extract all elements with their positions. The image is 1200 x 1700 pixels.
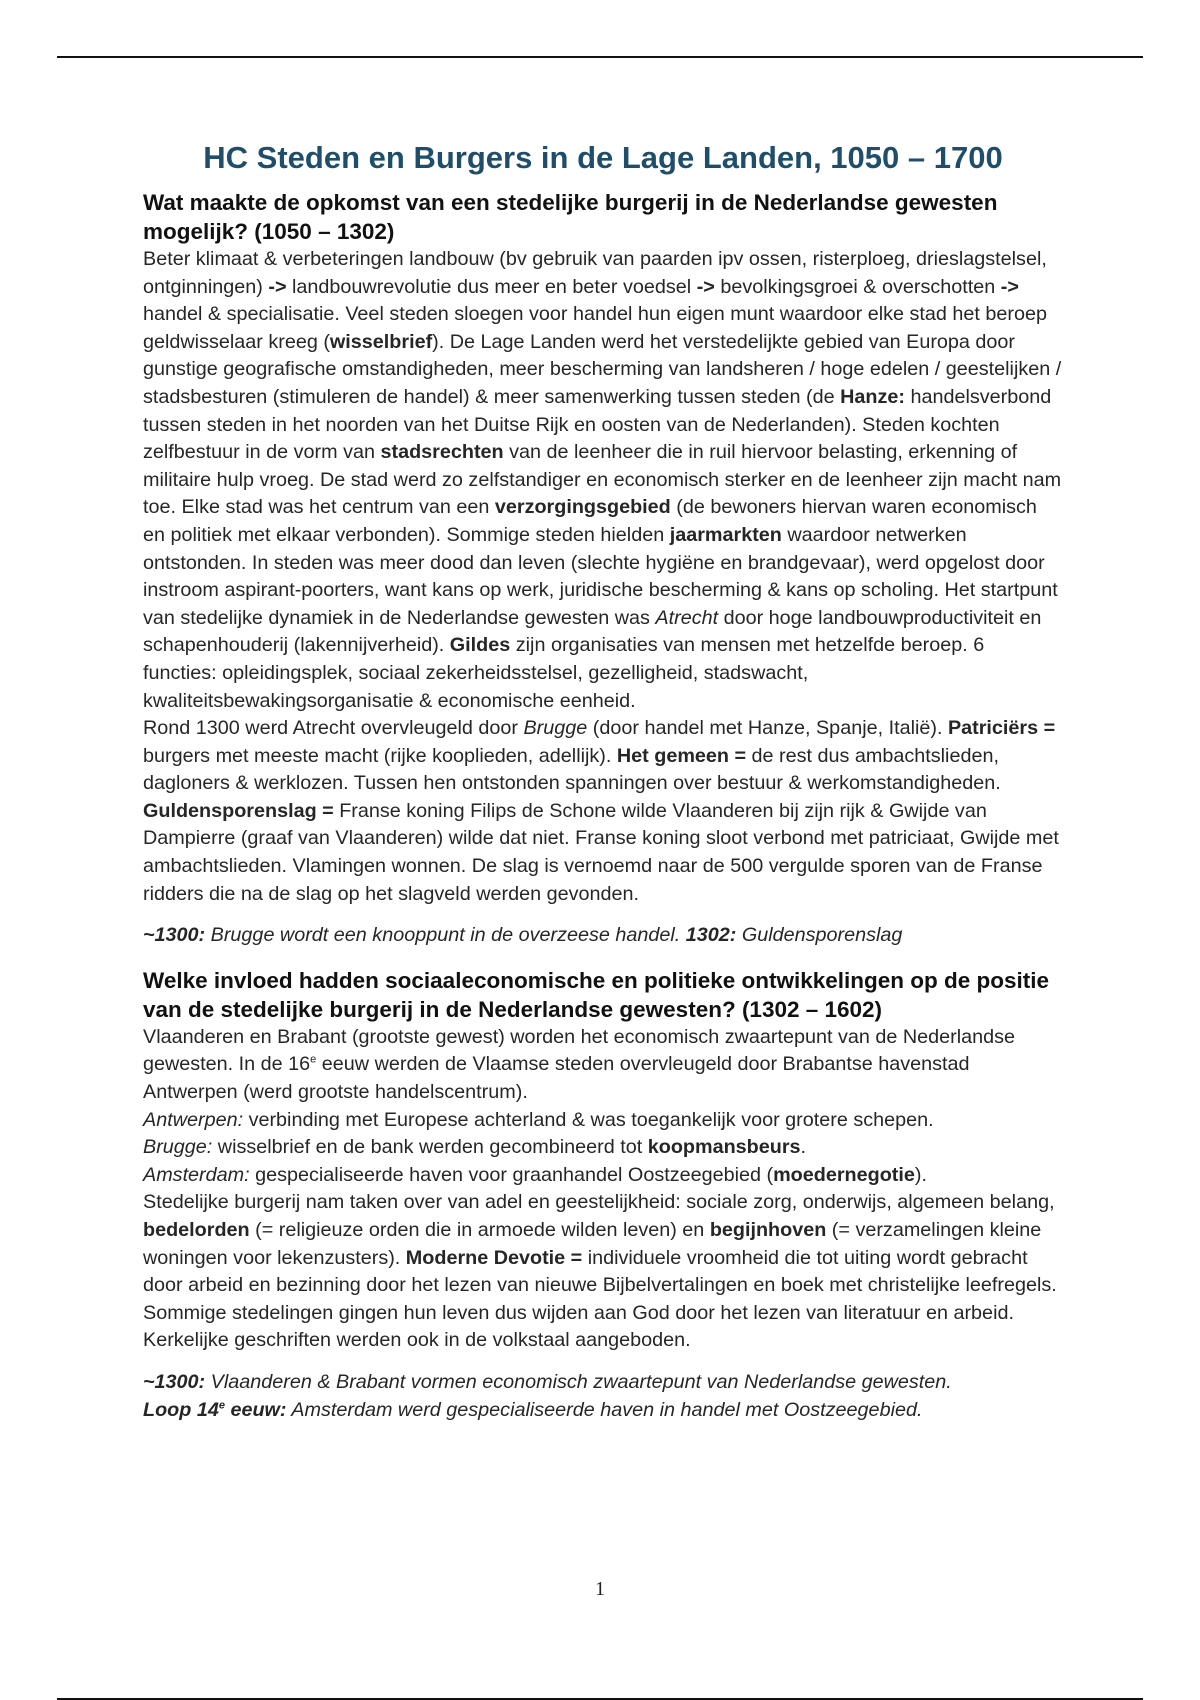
section-2-heading: Welke invloed hadden sociaaleconomische en politieke ontwikkelingen op de positie van de stedelijke burgerij in de Nederlandse gewesten? (1302 – 1602) <box>143 967 1050 1022</box>
page-number: 1 <box>595 1578 605 1600</box>
document-body <box>143 140 1063 1424</box>
section-1-paragraph-2: Rond 1300 werd Atrecht overvleugeld door Brugge (door handel met Hanze, Spanje, Italië). Patriciërs = burgers met meeste macht (rijke kooplieden, adellijk). Het gemeen = de rest dus ambachtslieden, dagloners & werklozen. Tussen hen ontstonden spanningen over bestuur & werkomstandigheden. Guldensporenslag = Franse koning Filips de Schone wilde Vlaanderen bij zijn rijk & Gwijde van Dampierre (graaf van Vlaanderen) wilde dat niet. Franse koning sloot verbond met patriciaat, Gwijde met ambachtslieden. Vlamingen wonnen. De slag is vernoemd naar de 500 vergulde sporen van de Franse ridders die na de slag op het slagveld werden gevonden. <box>143 717 1059 905</box>
section-2-paragraph: Vlaanderen en Brabant (grootste gewest) worden het economisch zwaartepunt van de Nederlandse gewesten. In de 16e eeuw werden de Vlaamse steden overvleugeld door Brabantse havenstad Antwerpen (werd grootste handelscentrum). Antwerpen: verbinding met Europese achterland & was toegankelijk voor grotere schepen. Brugge: wisselbrief en de bank werden gecombineerd tot koopmansbeurs. Amsterdam: gespecialiseerde haven voor graanhandel Oostzeegebied (moedernegotie). Stedelijke burgerij nam taken over van adel en geestelijkheid: sociale zorg, onderwijs, algemeen belang, bedelorden (= religieuze orden die in armoede wilden leven) en begijnhoven (= verzamelingen kleine woningen voor lekenzusters). Moderne Devotie = individuele vroomheid die tot uiting wordt gebracht door arbeid en bezinning door het lezen van nieuwe Bijbelvertalingen en boek met christelijke leefregels. Sommige stedelingen gingen hun leven dus wijden aan God door het lezen van literatuur en arbeid. Kerkelijke geschriften werden ook in de volkstaal aangeboden. <box>143 1025 1057 1352</box>
section-2-timeline: ~1300: Vlaanderen & Brabant vormen economisch zwaartepunt van Nederlandse gewesten. Loop 14e eeuw: Amsterdam werd gespecialiseerde haven in handel met Oostzeegebied. <box>143 1370 952 1421</box>
section-1-timeline: ~1300: Brugge wordt een knooppunt in de overzeese handel. 1302: Guldensporenslag <box>143 924 903 947</box>
section-1-paragraph: Beter klimaat & verbeteringen landbouw (bv gebruik van paarden ipv ossen, risterploeg, drieslagstelsel, ontginningen) -> landbouwrevolutie dus meer en beter voedsel -> bevolkingsgroei & overschotten -> handel & specialisatie. Veel steden sloegen voor handel hun eigen munt waardoor elke stad het beroep geldwisselaar kreeg (wisselbrief). De Lage Landen werd het verstedelijkte gebied van Europa door gunstige geografische omstandigheden, meer bescherming van landsheren / hoge edelen / geestelijken / stadsbesturen (stimuleren de handel) & meer samenwerking tussen steden (de Hanze: handelsverbond tussen steden in het noorden van het Duitse Rijk en oosten van de Nederlanden). Steden kochten zelfbestuur in de vorm van stadsrechten van de leenheer die in ruil hiervoor belasting, erkenning of militaire hulp vroeg. De stad werd zo zelfstandiger en economisch sterker en de leenheer zijn macht nam toe. Elke stad was het centrum van een verzorgingsgebied (de bewoners hiervan waren economisch en politiek met elkaar verbonden). Sommige steden hielden jaarmarkten waardoor netwerken ontstonden. In steden was meer dood dan leven (slechte hygiëne en brandgevaar), werd opgelost door instroom aspirant-poorters, want kans op werk, juridische bescherming & kans op scholing. Het startpunt van stedelijke dynamiek in de Nederlandse gewesten was Atrecht door hoge landbouwproductiviteit en schapenhouderij (lakennijverheid). Gildes zijn organisaties van mensen met hetzelfde beroep. 6 functies: opleidingsplek, sociaal zekerheidsstelsel, gezelligheid, stadswacht, kwaliteitsbewakingsorganisatie & economische eenheid. <box>143 248 1062 712</box>
top-rule <box>57 56 1143 58</box>
document-title: HC Steden en Burgers in de Lage Landen, 1050 – 1700 <box>203 140 1003 175</box>
section-1-heading: Wat maakte de opkomst van een stedelijke burgerij in de Nederlandse gewesten mogelijk? (1050 – 1302) <box>143 190 998 244</box>
